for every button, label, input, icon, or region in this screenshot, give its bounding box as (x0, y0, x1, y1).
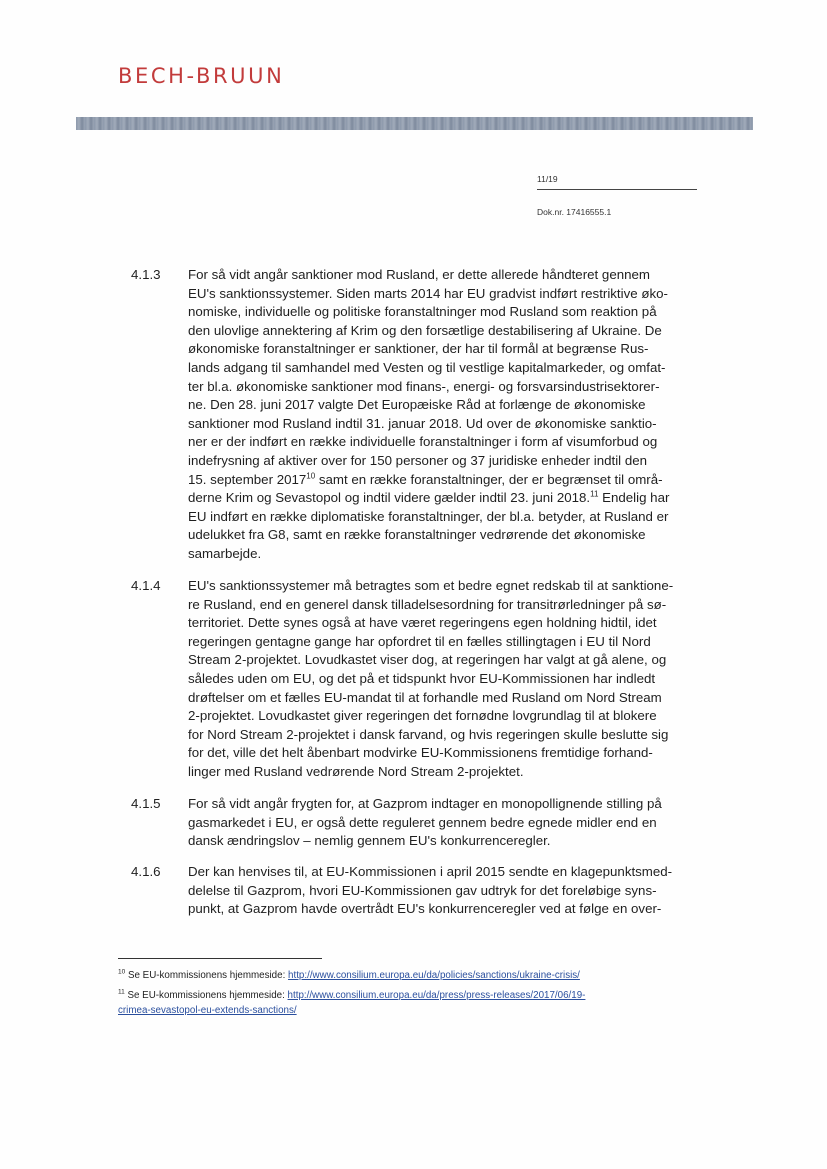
document-number: Dok.nr. 17416555.1 (537, 207, 612, 217)
footnote-marker: 10 (118, 968, 126, 976)
header-band (76, 117, 753, 130)
paragraph-line: ter bl.a. økonomiske sanktioner mod finans-, energi- og forsvarsindustrisektorer- (188, 378, 660, 394)
footnote-ref-10[interactable]: 10 (306, 471, 316, 481)
footnote-text: Se EU-kommissionens hjemmeside: (124, 990, 288, 1001)
paragraph-line: den ulovlige annektering af Krim og den forsætlige destabilisering af Ukraine. De (188, 322, 662, 338)
paragraph-line: drøftelser om et fælles EU-mandat til at forhandle med Rusland om Nord Stream (188, 689, 662, 705)
footnote-text: Se EU-kommissionens hjemmeside: (125, 970, 289, 981)
section-text (188, 266, 698, 564)
paragraph-line: linger med Rusland vedrørende Nord Stream 2-projektet. (188, 763, 524, 779)
line-text: samt en række foranstaltninger, der er begrænset til områ- (315, 471, 663, 487)
paragraph-line: delelse til Gazprom, hvori EU-Kommissionen gav udtryk for det foreløbige syns- (188, 882, 657, 898)
section-number: 4.1.4 (131, 578, 161, 593)
paragraph-line: regeringen gentagne gange har opfordret til en fælles stillingtagen i EU til Nord (188, 633, 651, 649)
paragraph-line: indefrysning af aktiver over for 150 personer og 37 juridiske enheder indtil den (188, 452, 648, 468)
footnote-link[interactable]: http://www.consilium.europa.eu/da/policies/sanctions/ukraine-crisis/ (288, 970, 580, 981)
paragraph-line: 2-projektet. Lovudkastet giver regeringen det fornødne lovgrundlag til at blokere (188, 708, 657, 724)
paragraph-line (188, 489, 698, 508)
paragraph-line: For så vidt angår sanktioner mod Rusland, er dette allerede håndteret gennem (188, 267, 650, 282)
section-number: 4.1.5 (131, 796, 161, 811)
paragraph-line: territoriet. Dette synes også at have været regeringens egen holdning hidtil, idet (188, 615, 657, 631)
paragraph-line: Stream 2-projektet. Lovudkastet viser dog, at regeringen har valgt at gå alene, og (188, 652, 667, 668)
paragraph-line: ne. Den 28. juni 2017 valgte Det Europæiske Råd at forlænge de økonomiske (188, 397, 646, 413)
paragraph-line: re Rusland, end en generel dansk tilladelsesordning for transitrørledninger på sø- (188, 596, 667, 612)
section-text (188, 795, 698, 851)
footnote-10 (118, 968, 698, 983)
paragraph-line: EU's sanktionssystemer må betragtes som et bedre egnet redskab til at sanktione- (188, 578, 674, 593)
footnote-link[interactable]: http://www.consilium.europa.eu/da/press/press-releases/2017/06/19- (287, 990, 586, 1001)
paragraph-line: EU's sanktionssystemer. Siden marts 2014 har EU gradvist indført restriktive øko- (188, 285, 668, 301)
section-number: 4.1.6 (131, 864, 161, 879)
line-text: 15. september 2017 (188, 471, 307, 487)
section-text (188, 577, 698, 782)
paragraph-line: lands adgang til samhandel med Vesten og til vestlige kapitalmarkeder, og omfat- (188, 359, 666, 375)
footnote-rule (118, 958, 322, 959)
page-number: 11/19 (537, 174, 558, 184)
paragraph-line: gasmarkedet i EU, er også dette reguleret gennem bedre egnede midler end en (188, 814, 657, 830)
section-number: 4.1.3 (131, 267, 161, 282)
paragraph-line: for det, ville det helt åbenbart modvirke EU-Kommissionens fremtidige forhand- (188, 745, 653, 761)
footnote-11 (118, 988, 698, 1018)
paragraph-line: udelukket fra G8, samt en række foranstaltninger vedrørende det økonomiske (188, 527, 646, 543)
paragraph-line: EU indført en række diplomatiske foranstaltninger, der bl.a. betyder, at Rusland er (188, 508, 669, 524)
paragraph-line: samarbejde. (188, 545, 262, 561)
paragraph-line: nomiske, individuelle og politiske foranstaltninger mod Rusland som reaktion på (188, 304, 657, 320)
paragraph-line: for Nord Stream 2-projektet i dansk farvand, og hvis regeringen skulle beslutte sig (188, 726, 669, 742)
line-text: Endelig har (598, 490, 670, 506)
footnote-ref-11[interactable]: 11 (590, 489, 599, 499)
paragraph-line: ner er der indført en række individuelle foranstaltninger i form af visumforbud og (188, 434, 658, 450)
paragraph-line: dansk ændringslov – nemlig gennem EU's konkurrenceregler. (188, 833, 551, 849)
footnote-link-continued[interactable]: crimea-sevastopol-eu-extends-sanctions/ (118, 1005, 297, 1016)
paragraph-line: For så vidt angår frygten for, at Gazprom indtager en monopollignende stilling på (188, 796, 662, 811)
company-logo: BECH-BRUUN (118, 64, 285, 88)
footnote-marker: 11 (118, 988, 125, 996)
line-text: derne Krim og Sevastopol og indtil videre gælder indtil 23. juni 2018. (188, 490, 591, 506)
paragraph-line: Der kan henvises til, at EU-Kommissionen i april 2015 sendte en klagepunktsmed- (188, 864, 673, 879)
paragraph-line: sanktioner mod Rusland indtil 31. januar 2018. Ud over de økonomiske sanktio- (188, 415, 657, 431)
paragraph-line: punkt, at Gazprom havde overtrådt EU's konkurrenceregler ved at følge en over- (188, 901, 662, 917)
paragraph-line (188, 471, 698, 490)
section-text (188, 863, 698, 919)
paragraph-line: økonomiske foranstaltninger er sanktioner, der har til formål at begrænse Rus- (188, 341, 649, 357)
header-rule (537, 189, 697, 190)
paragraph-line: således uden om EU, og det på et tidspunkt hvor EU-Kommissionen har indledt (188, 670, 656, 686)
